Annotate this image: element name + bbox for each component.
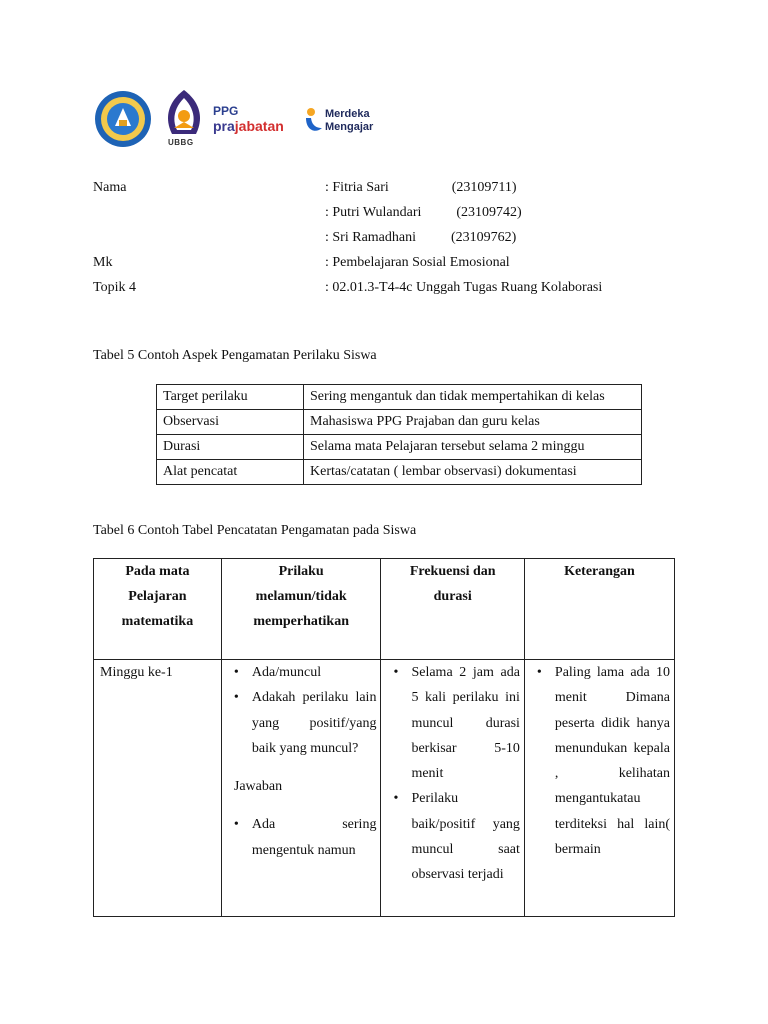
list-item: • Adakah perilaku lain yang positif/yang baik yang muncul? [228,685,377,761]
table-cell [221,660,381,917]
header-line: Pada mata [125,564,190,579]
table-cell [381,660,524,917]
table-row [157,410,642,435]
info-value: : 02.01.3-T4-4c Unggah Tugas Ruang Kolaborasi [325,280,603,295]
table-cell-label: Alat pencatat [157,460,304,485]
info-value: : Sri Ramadhani (23109762) [325,230,517,245]
table-cell-value: Kertas/catatan ( lembar observasi) dokumentasi [304,460,642,485]
ppg-logo-top: PPG [213,104,239,118]
info-row [93,178,693,203]
header-line: Pelajaran [128,589,187,604]
header-line: memperhatikan [253,614,349,629]
student-info [93,178,693,303]
table6-caption: Tabel 6 Contoh Tabel Pencatatan Pengamatan pada Siswa [93,523,417,538]
table-header-cell [221,559,381,660]
info-row [93,253,693,278]
ppg-prajabatan-logo [213,104,293,144]
header-line: durasi [433,589,472,604]
list-item: • Perilaku baik/positif yang muncul saat observasi terjadi [387,786,519,887]
table-header-cell [94,559,222,660]
info-label: Mk [93,255,113,270]
info-row [93,203,693,228]
bullet-list [228,660,377,761]
table-cell-value: Mahasiswa PPG Prajaban dan guru kelas [304,410,642,435]
kemdikbud-logo [93,90,153,148]
ppg-logo-bottom: prajabatan [213,118,284,134]
bullet-list [228,812,377,863]
list-item: • Ada/muncul [228,660,377,685]
merdeka-mengajar-text: Merdeka Mengajar [325,108,374,133]
info-row [93,228,693,253]
list-item: • Ada sering mengentuk namun [228,812,377,863]
info-value: : Putri Wulandari (23109742) [325,205,522,220]
table-cell [524,660,674,917]
info-value: : Fitria Sari (23109711) [325,180,517,195]
ubbg-logo [158,88,210,148]
list-item: • Paling lama ada 10 menit Dimana peserta didik hanya menundukan kepala , kelihatan mengantukatau terditeksi hal lain( bermain [531,660,670,862]
list-item: • Selama 2 jam ada 5 kali perilaku ini muncul durasi berkisar 5-10 menit [387,660,519,786]
header-line: melamun/tidak [255,589,347,604]
table-header-cell [524,559,674,660]
header-line: matematika [121,614,194,629]
bullet-list [531,660,670,862]
table-row [94,660,675,917]
table-cell-label: Observasi [157,410,304,435]
table-row [157,460,642,485]
bullet-list [387,660,519,888]
answer-label: Jawaban [233,779,283,795]
ubbg-logo-text: UBBG [168,138,194,147]
merdeka-mengajar-logo [303,106,403,142]
table-header-row [94,559,675,660]
info-label: Topik 4 [93,280,136,295]
info-label: Nama [93,180,127,195]
table5 [156,384,642,485]
table-row [157,435,642,460]
table-cell-label: Target perilaku [157,385,304,410]
header-line: Frekuensi dan [409,564,496,579]
table-cell-value: Sering mengantuk dan tidak mempertahikan di kelas [304,385,642,410]
info-row [93,278,693,303]
info-value: : Pembelajaran Sosial Emosional [325,255,510,270]
table5-caption: Tabel 5 Contoh Aspek Pengamatan Perilaku Siswa [93,348,377,363]
table-cell [94,660,222,917]
header-line: Keterangan [564,564,635,579]
table-row [157,385,642,410]
table-cell-value: Selama mata Pelajaran tersebut selama 2 minggu [304,435,642,460]
week-label: Minggu ke-1 [100,665,173,680]
table-cell-label: Durasi [157,435,304,460]
header-line: Prilaku [278,564,324,579]
table6 [93,558,675,917]
table-header-cell [381,559,524,660]
